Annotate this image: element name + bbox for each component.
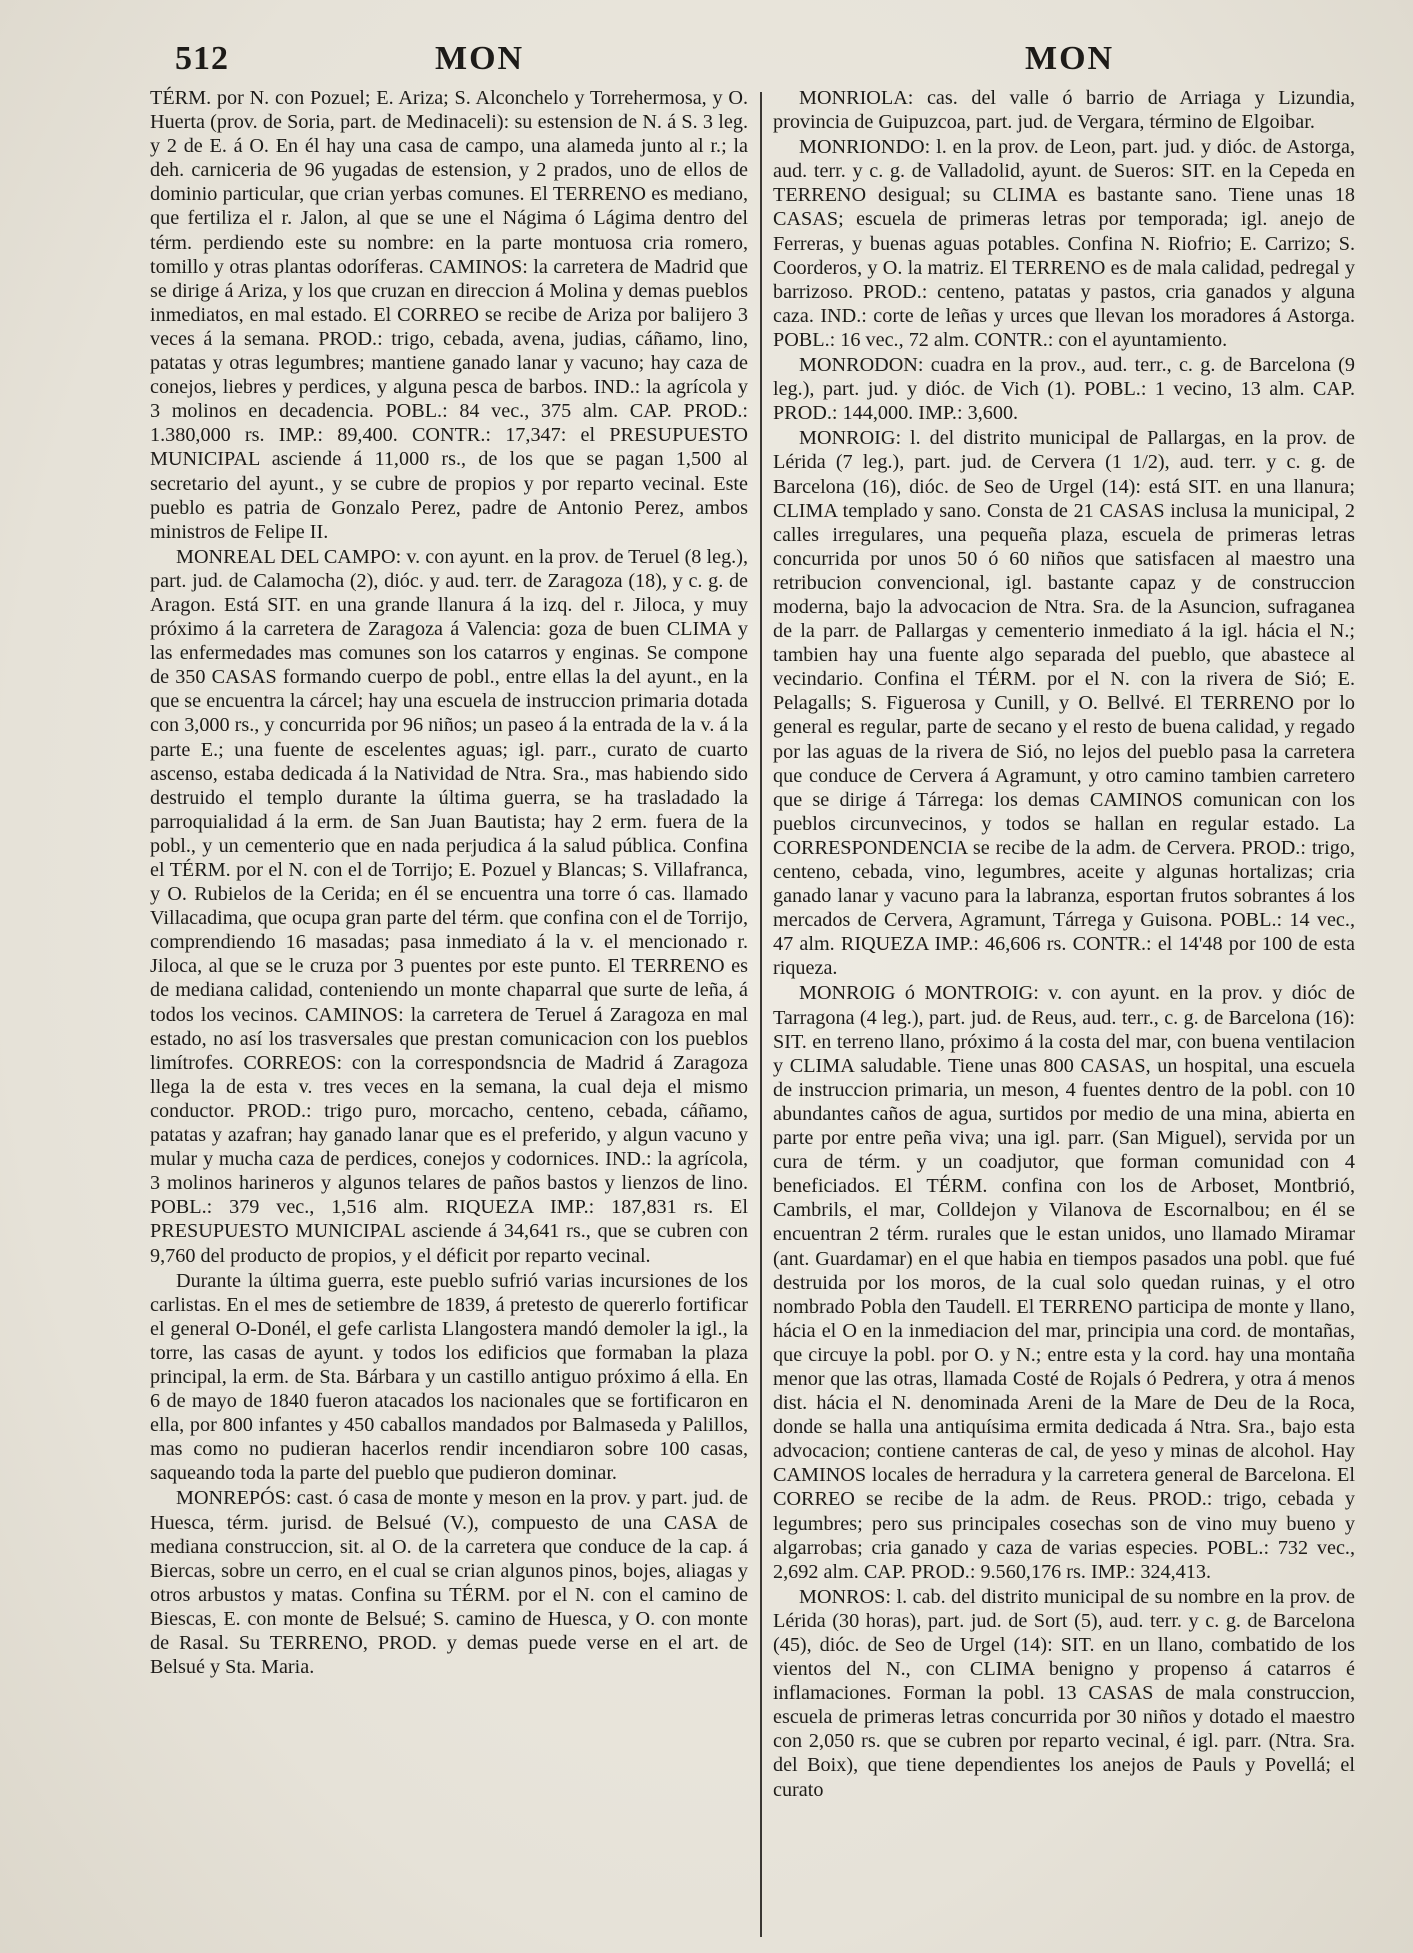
right-column: [773, 86, 1355, 1803]
left-guide-word: MON: [435, 40, 525, 77]
entry-text: TÉRM. por N. con Pozuel; E. Ariza; S. Alconchelo y Torrehermosa, y O. Huerta (prov. de Soria, part. de Medinaceli): su estension de N. á S. 3 leg. y 2 de E. á O. En él hay una casa de campo, una alameda junto al r.; la deh. carniceria de 96 yugadas de estension, y 2 prados, uno de ellos de dominio particular, que crian yerbas comunes. El TERRENO es mediano, que fertiliza el r. Jalon, al que se une el Nágima ó Lágima dentro del térm. perdiendo este su nombre: en la parte montuosa cria romero, tomillo y otras plantas odoríferas. CAMINOS: la carretera de Madrid que se dirige á Ariza, y los que cruzan en direccion á Molina y demas pueblos inmediatos, en mal estado. El CORREO se recibe de Ariza por balijero 3 veces á la semana. PROD.: trigo, cebada, avena, judias, cáñamo, lino, patatas y otras legumbres; mantiene ganado lanar y vacuno; hay caza de conejos, liebres y perdices, y alguna pesca de barbos. IND.: la agrícola y 3 molinos en decadencia. POBL.: 84 vec., 375 alm. CAP. PROD.: 1.380,000 rs. IMP.: 89,400. CONTR.: 17,347: el PRESUPUESTO MUNICIPAL asciende á 11,000 rs., de los que se pagan 1,500 al secretario del ayunt., y se cubre de propios y por reparto vecinal. Este pueblo es patria de Gonzalo Perez, padre de Antonio Perez, ambos ministros de Felipe II.: [150, 87, 748, 543]
entry-text: MONRIONDO: l. en la prov. de Leon, part. jud. y dióc. de Astorga, aud. terr. y c. g. de Valladolid, ayunt. de Sueros: SIT. en la Cepeda en TERRENO desigual; su CLIMA es bastante sano. Tiene unas 18 CASAS; escuela de primeras letras por temporada; igl. anejo de Ferreras, y buenas aguas potables. Confina N. Riofrio; E. Carrizo; S. Coorderos, y O. la matriz. El TERRENO es de mala calidad, pedregal y barrizoso. PROD.: centeno, patatas y pastos, cria ganados y alguna caza. IND.: corte de leñas y urces que llevan los moradores á Astorga. POBL.: 16 vec., 72 alm. CONTR.: con el ayuntamiento.: [773, 136, 1355, 351]
entry-text: MONREPÓS: cast. ó casa de monte y meson en la prov. y part. jud. de Huesca, térm. jurisd. de Belsué (V.), compuesto de una CASA de mediana construccion, sit. al O. de la carretera que conduce de la cap. á Biercas, sobre un cerro, en el cual se crian algunos pinos, bojes, aliagas y otros arbustos y matas. Confina su TÉRM. por el N. con el camino de Biescas, E. con monte de Belsué; S. camino de Huesca, y O. con monte de Rasal. Su TERRENO, PROD. y demas puede verse en el art. de Belsué y Sta. Maria.: [150, 1487, 748, 1679]
entry-text: MONROIG: l. del distrito municipal de Pallargas, en la prov. de Lérida (7 leg.), part. jud. de Cervera (1 1/2), aud. terr. y c. g. de Barcelona (16), dióc. de Seo de Urgel (14): está SIT. en una llanura; CLIMA templado y sano. Consta de 21 CASAS inclusa la municipal, 2 calles irregulares, una pequeña plaza, escuela de primeras letras concurrida por unos 50 ó 60 niños que satisfacen al maestro una retribucion convencional, igl. bastante capaz y de construccion moderna, bajo la advocacion de Ntra. Sra. de la Asuncion, sufraganea de la parr. de Pallargas y cementerio inmediato á la igl. hácia el N.; tambien hay una fuente algo separada del pueblo, que abastece al vecindario. Confina el TÉRM. por el N. con la rivera de Sió; E. Pelagalls; S. Figuerosa y Cunill, y O. Bellvé. El TERRENO por lo general es regular, parte de secano y el resto de buena calidad, y regado por las aguas de la rivera de Sió, no lejos del pueblo pasa la carretera que conduce de Cervera á Agramunt, y otro camino tambien carretero que se dirige á Tárrega: los demas CAMINOS comunican con los pueblos circunvecinos, y todos se hallan en regular estado. La CORRESPONDENCIA se recibe de la adm. de Cervera. PROD.: trigo, centeno, cebada, vino, legumbres, aceite y algunas hortalizas; cria ganado lanar y vacuno para la labranza, esportan frutos sobrantes á los mercados de Cervera, Agramunt, Tárrega y Guisona. POBL.: 14 vec., 47 alm. RIQUEZA IMP.: 46,606 rs. CONTR.: el 14'48 por 100 de esta riqueza.: [773, 427, 1355, 980]
entry-text: MONROS: l. cab. del distrito municipal de su nombre en la prov. de Lérida (30 horas), part. jud. de Sort (5), aud. terr. y c. g. de Barcelona (45), dióc. de Seo de Urgel (14): SIT. en un llano, combatido de los vientos del N., con CLIMA benigno y propenso á catarros é inflamaciones. Forman la pobl. 13 CASAS de mala construccion, escuela de primeras letras concurrida por 30 niños y dotado el maestro con 2,050 rs. que se cubren por reparto vecinal, é igl. parr. (Ntra. Sra. del Boix), que tiene dependientes los anejos de Pauls y Povellá; el curato: [773, 1585, 1355, 1801]
column-divider: [760, 92, 762, 1937]
entry-text: MONRODON: cuadra en la prov., aud. terr., c. g. de Barcelona (9 leg.), part. jud. y dióc. de Vich (1). POBL.: 1 vecino, 13 alm. CAP. PROD.: 144,000. IMP.: 3,600.: [773, 354, 1355, 425]
entry-text: MONREAL DEL CAMPO: v. con ayunt. en la prov. de Teruel (8 leg.), part. jud. de Calamocha (2), dióc. y aud. terr. de Zaragoza (18), y c. g. de Aragon. Está SIT. en una grande llanura á la izq. del r. Jiloca, y muy próximo á la carretera de Zaragoza á Valencia: goza de buen CLIMA y las enfermedades mas comunes son los catarros y enginas. Se compone de 350 CASAS formando cuerpo de pobl., entre ellas la del ayunt., en la que se encuentra la cárcel; hay una escuela de instruccion primaria dotada con 3,000 rs., y concurrida por 96 niños; un paseo á la entrada de la v. á la parte E.; una fuente de escelentes aguas; igl. parr., curato de cuarto ascenso, estaba dedicada á la Natividad de Ntra. Sra., mas habiendo sido destruido el templo durante la última guerra, se ha trasladado la parroquialidad á la erm. de San Juan Bautista; hay 2 erm. fuera de la pobl., y un cementerio que en nada perjudica á la salud pública. Confina el TÉRM. por el N. con el de Torrijo; E. Pozuel y Blancas; S. Villafranca, y O. Rubielos de la Cerida; en él se encuentra una torre ó cas. llamado Villacadima, que ocupa gran parte del térm. que confina con el de Torrijo, comprendiendo 16 masadas; pasa inmediato á la v. el mencionado r. Jiloca, al que se le cruza por 3 puentes por este punto. El TERRENO es de mediana calidad, conteniendo un monte chaparral que surte de leña, á todos los vecinos. CAMINOS: la carretera de Teruel á Zaragoza en mal estado, no así los trasversales que prestan comunicacion con los pueblos limítrofes. CORREOS: con la correspondsncia de Madrid á Zaragoza llega la de esta v. tres veces en la semana, la cual deja el mismo conductor. PROD.: trigo puro, morcacho, centeno, cebada, cáñamo, patatas y azafran; hay ganado lanar que es el preferido, y algun vacuno y mular y mucha caza de perdices, conejos y codornices. IND.: la agrícola, 3 molinos harineros y algunos telares de paños bastos y lienzos de lino. POBL.: 379 vec., 1,516 alm. RIQUEZA IMP.: 187,831 rs. El PRESUPUESTO MUNICIPAL asciende á 34,641 rs., que se cubren con 9,760 del producto de propios, y el déficit por reparto vecinal.: [150, 545, 748, 1267]
page-header: [175, 40, 1115, 80]
right-guide-word: MON: [1025, 40, 1115, 77]
page-number: 512: [175, 40, 229, 77]
entry-text: MONROIG ó MONTROIG: v. con ayunt. en la prov. y dióc de Tarragona (4 leg.), part. jud. de Reus, aud. terr., c. g. de Barcelona (16): SIT. en terreno llano, próximo á la costa del mar, con buena ventilacion y CLIMA saludable. Tiene unas 800 CASAS, un hospital, una escuela de instruccion primaria, un meson, 4 fuentes dentro de la pobl. con 10 abundantes caños de agua, surtidos por medio de una mina, abierta en parte por entre peña viva; una igl. parr. (San Miguel), servida por un cura de térm. y un coadjutor, que forman comunidad con 4 beneficiados. El TÉRM. confina con los de Arboset, Montbrió, Cambrils, el mar, Colldejon y Vilanova de Escornalbou; en él se encuentran 2 térm. rurales que le estan unidos, uno llamado Miramar (ant. Guardamar) en el que habia en tiempos pasados una pobl. que fué destruida por los moros, de la cual solo quedan ruinas, y el otro nombrado Pobla den Taudell. El TERRENO participa de monte y llano, hácia el O en la inmediacion del mar, principia una cord. de montañas, que circuye la pobl. por O. y N.; entre esta y la cord. hay una montaña menor que las otras, llamada Costé de Rojals ó Pedrera, y otra á menos dist. hácia el N. denominada Areni de la Mare de Deu de la Roca, donde se halla una antiquísima ermita dedicada á Ntra. Sra., bajo esta advocacion; contiene canteras de cal, de yeso y minas de alcohol. Hay CAMINOS locales de herradura y la carretera general de Barcelona. El CORREO se recibe de la adm. de Reus. PROD.: trigo, cebada y legumbres; pero sus principales cosechas son de vino muy bueno y algarrobas; cria ganado y caza de varias especies. POBL.: 732 vec., 2,692 alm. CAP. PROD.: 9.560,176 rs. IMP.: 324,413.: [773, 982, 1355, 1583]
entry-text: Durante la última guerra, este pueblo sufrió varias incursiones de los carlistas. En el mes de setiembre de 1839, á pretesto de quererlo fortificar el general O-Donél, el gefe carlista Llangostera mandó demoler la igl., la torre, las casas de ayunt. y todos los edificios que formaban la plaza principal, la erm. de Sta. Bárbara y un castillo antiguo próximo á ella. En 6 de mayo de 1840 fueron atacados los nacionales que se fortificaron en ella, por 800 infantes y 450 caballos mandados por Balmaseda y Palillos, mas como no pudieran hacerlos rendir incendiaron sobre 100 casas, saqueando toda la parte del pueblo que pudieron dominar.: [150, 1269, 748, 1485]
entry-text: MONRIOLA: cas. del valle ó barrio de Arriaga y Lizundia, provincia de Guipuzcoa, part. jud. de Vergara, término de Elgoibar.: [773, 87, 1355, 134]
left-column: [150, 86, 748, 1680]
